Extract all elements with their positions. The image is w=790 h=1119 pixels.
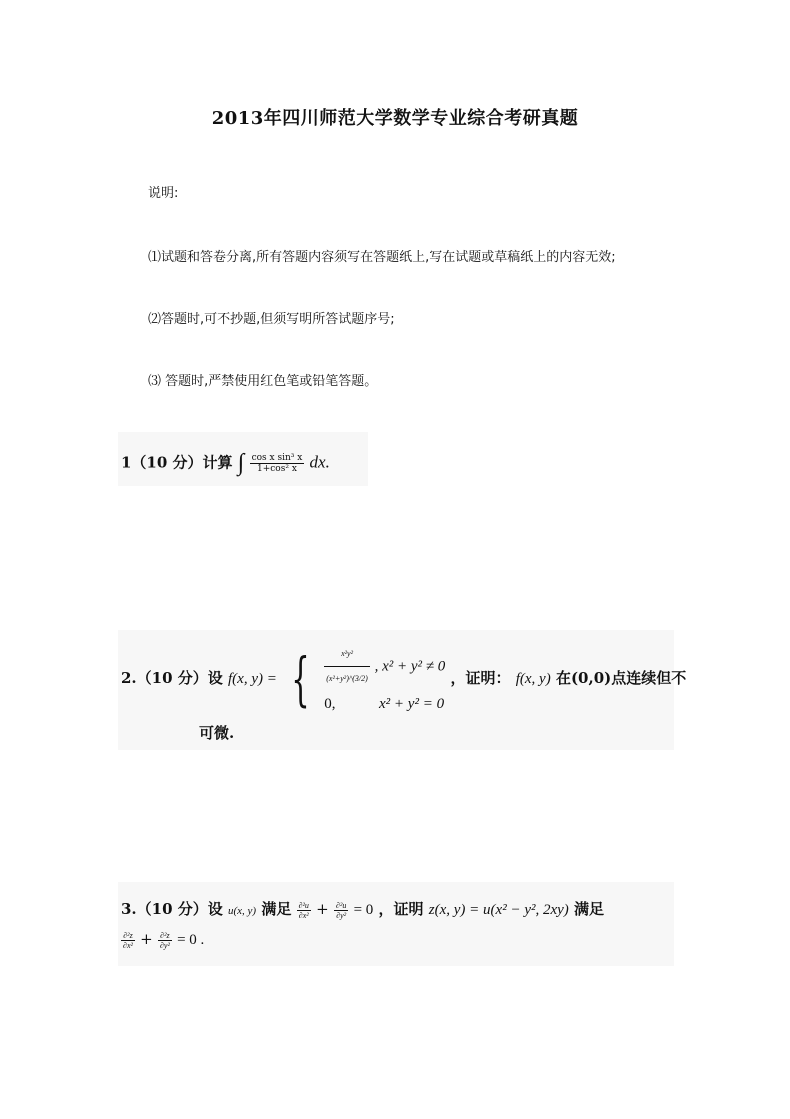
lap-u-1-num: ∂²u xyxy=(298,900,309,910)
page-title: 2013年四川师范大学数学专业综合考研真题 xyxy=(211,108,579,129)
question-3-prove: ，证明 xyxy=(378,900,424,918)
question-2-cases xyxy=(324,642,445,716)
laplace-z-term-1 xyxy=(121,931,135,950)
question-3-z-def: z(x, y) = u(x² − y², 2xy) xyxy=(428,902,569,918)
laplace-z-term-2 xyxy=(158,931,172,950)
question-1-fraction xyxy=(250,453,305,474)
integral-sign: ∫ xyxy=(237,450,245,476)
plus-sign: + xyxy=(140,930,153,948)
case-row-2 xyxy=(324,691,445,716)
case-1-condition: , x² + y² ≠ 0 xyxy=(374,658,446,675)
question-3-u: u(x, y) xyxy=(228,905,257,917)
plus-sign: + xyxy=(316,900,329,918)
notes-item-1: ⑴试题和答卷分离,所有答题内容须写在答题纸上,写在试题或草稿纸上的内容无效; xyxy=(148,250,616,265)
case-1-fraction xyxy=(324,642,370,691)
lap-u-1-den: ∂x² xyxy=(298,910,309,920)
question-3-label: 3.（10 分）设 xyxy=(121,900,223,918)
question-3-line-2 xyxy=(121,930,204,950)
case-1-denominator: (x²+y²)^(3/2) xyxy=(326,674,368,683)
question-3-eq0-end: = 0 . xyxy=(177,932,205,948)
notes-heading: 说明: xyxy=(148,186,179,201)
question-2-line-2: 可微. xyxy=(199,724,235,742)
scan-shade xyxy=(118,882,674,966)
question-3 xyxy=(121,898,604,920)
case-1-numerator: x²y² xyxy=(324,642,370,667)
left-brace: { xyxy=(291,645,310,713)
question-3-eq0: = 0 xyxy=(353,902,374,918)
fraction-denominator: 1+cos² x xyxy=(257,464,297,474)
question-2-lhs: f(x, y) = xyxy=(228,671,277,687)
question-2 xyxy=(121,642,686,716)
question-1 xyxy=(121,450,330,477)
question-2-mid: ，证明： xyxy=(450,669,511,687)
question-3-satisfies-2: 满足 xyxy=(574,900,605,918)
question-3-satisfies: 满足 xyxy=(261,900,292,918)
lap-z-1-num: ∂²z xyxy=(121,931,135,941)
question-1-label: 1（10 分）计算 xyxy=(121,453,233,472)
question-2-fxy: f(x, y) xyxy=(515,671,551,687)
question-2-rest: 在(0,0)点连续但不 xyxy=(555,669,687,687)
laplace-u-term-1 xyxy=(297,901,311,920)
question-2-label: 2.（10 分）设 xyxy=(121,669,223,687)
case-row-1 xyxy=(324,642,445,691)
lap-z-1-den: ∂x² xyxy=(123,940,133,950)
case-2-value: 0, xyxy=(324,696,336,712)
notes-item-2: ⑵答题时,可不抄题,但须写明所答试题序号; xyxy=(148,312,395,327)
fraction-numerator: cos x sin³ x xyxy=(251,453,303,463)
laplace-u-term-2 xyxy=(334,901,348,920)
lap-z-2-den: ∂y² xyxy=(159,940,170,950)
lap-z-2-num: ∂²z xyxy=(158,931,172,941)
question-1-tail: dx. xyxy=(309,452,330,472)
lap-u-2-num: ∂²u xyxy=(335,900,347,910)
lap-u-2-den: ∂y² xyxy=(336,910,347,920)
notes-item-3: ⑶ 答题时,严禁使用红色笔或铅笔答题。 xyxy=(148,374,378,389)
case-2-condition: x² + y² = 0 xyxy=(379,696,445,712)
